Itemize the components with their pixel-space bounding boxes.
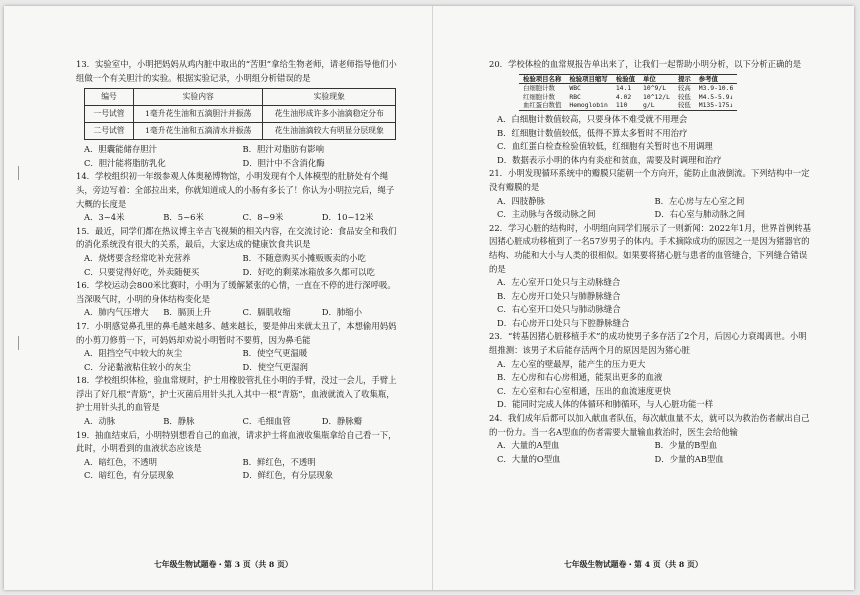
question-20 — [489, 58, 812, 167]
options — [489, 276, 812, 330]
table-header: 实验现象 — [263, 89, 396, 106]
option-c: C．膈肌收缩 — [242, 307, 291, 318]
options — [76, 252, 401, 279]
table-cell: 二号试管 — [85, 123, 134, 140]
option-a: A．动脉 — [84, 416, 116, 427]
option-a: A．四肢静脉 — [497, 195, 545, 206]
options — [489, 195, 812, 222]
question-21 — [489, 167, 812, 221]
option-b: B．膈顶上升 — [163, 307, 212, 318]
table-cell: 10^12/L — [643, 92, 670, 101]
question-18 — [76, 374, 401, 428]
question-stem: 17．小明感觉鼻孔里的鼻毛越来越多、越来越长，要是伸出来就太丑了，本想偷用妈妈的小剪刀修剪一下，可妈妈却劝说小明暂时不要剪，因为鼻毛能 — [76, 320, 397, 345]
option-b: B．使空气更温暖 — [242, 348, 308, 359]
table-header: 单位 — [639, 74, 674, 84]
option-d: D．右心房开口处只与下腔静脉缝合 — [497, 317, 630, 328]
table-header: 提示 — [674, 74, 695, 84]
question-23 — [489, 330, 812, 412]
option-b: B．少量的B型血 — [654, 440, 718, 451]
exam-sheet — [4, 6, 854, 590]
question-stem: 13．实验室中，小明把妈妈从鸡内脏中取出的“苦胆”拿给生物老师，请老师指导他们小组做一个有关胆汁的实验。根据实验记录，小明组分析错误的是 — [76, 59, 397, 83]
table-cell: 血红蛋白数值 — [519, 101, 565, 110]
options — [489, 113, 812, 167]
table-row — [85, 123, 396, 140]
table-header: 检验项目名称 — [519, 74, 565, 84]
question-22 — [489, 222, 812, 331]
experiment-table — [84, 88, 396, 140]
option-c: C．右心室开口处只与肺动脉缝合 — [497, 304, 621, 315]
table-cell: M3.9-10.6 — [698, 84, 734, 93]
option-b: B．左心房开口处只与肺静脉缝合 — [497, 290, 621, 301]
table-cell: 花生油形成许多小油滴稳定分布 — [263, 106, 396, 123]
question-stem: 19．抽血结束后，小明特别想看自己的血液，请求护士将血液收集瓶拿给自己看一下，此时，小明看到的血液状态应该是 — [76, 429, 397, 454]
option-d: D．鲜红色，有分层现象 — [242, 470, 333, 481]
question-16 — [76, 279, 401, 320]
option-a: A．烧烤要含经常吃补充营养 — [84, 252, 191, 263]
table-header: 检验值 — [612, 74, 639, 84]
blood-report-table — [519, 74, 737, 111]
option-c: C．左心室和右心室相通，压出的血流速度更快 — [497, 385, 671, 396]
option-a: A．左心室开口处只与主动脉缝合 — [497, 277, 621, 288]
option-b: B．红细胞计数值较低，低得不算太多暂时不用治疗 — [497, 127, 688, 138]
option-b: B．胆汁对脂肪有影响 — [242, 144, 325, 155]
question-stem: 14．学校组织初一年级参观人体奥秘博物馆，小明发现有个人体模型的肚脐处有个绳头，旁边写着：全部拉出来，你就知道成人的小肠有多长了！你认为小明拉完后，绳子大概的长度是 — [76, 171, 395, 209]
option-a: A．阻挡空气中较大的灰尘 — [84, 348, 183, 359]
option-d: D．胆汁中不含消化酶 — [242, 157, 325, 168]
options — [76, 456, 401, 483]
question-24 — [489, 412, 812, 466]
table-header: 实验内容 — [134, 89, 263, 106]
table-cell: 1毫升花生油和五滴清水并振荡 — [134, 123, 263, 140]
option-c: C．暗红色，有分层现象 — [84, 470, 175, 481]
question-17 — [76, 320, 401, 374]
question-19 — [76, 429, 401, 483]
option-c: C．血红蛋白检查检验值较低，红细胞有关暂时也不用调理 — [497, 141, 713, 152]
option-b: B．鲜红色，不透明 — [242, 456, 316, 467]
question-15 — [76, 225, 401, 279]
question-stem: 20．学校体检的血常规报告单出来了，让我们一起帮助小明分析，以下分析正确的是 — [489, 59, 802, 69]
page-fold-line — [432, 6, 433, 590]
right-page-column — [489, 58, 812, 466]
options — [76, 347, 401, 374]
option-d: D．好吃的剩菜冰箱放多久都可以吃 — [242, 266, 375, 277]
table-cell: WBC — [569, 84, 581, 93]
option-c: C．主动脉与各级动脉之间 — [497, 209, 596, 220]
option-c: C．大量的O型血 — [497, 453, 561, 464]
option-a: A．胆囊能储存胆汁 — [84, 144, 158, 155]
option-d: D．使空气更湿润 — [242, 361, 308, 372]
option-a: A．3~4米 — [84, 212, 125, 223]
page-footer-right: 七年级生物试题卷・第 4 页（共 8 页） — [564, 560, 703, 569]
table-cell: 4.02 — [615, 92, 632, 101]
option-d: D．能同时完成人体的体循环和肺循环，与人心脏功能一样 — [497, 399, 714, 410]
option-d: D．少量的AB型血 — [654, 453, 724, 464]
table-row — [519, 101, 737, 110]
options — [76, 211, 401, 225]
option-c: C．分泌黏液粘住较小的灰尘 — [84, 361, 191, 372]
table-cell: 白细胞计数 — [523, 84, 555, 93]
option-b: B．左心房与左心室之间 — [654, 195, 745, 206]
option-d: D．10~12米 — [321, 212, 374, 223]
table-cell: 10^9/L — [643, 84, 667, 93]
table-cell: 14.1 — [615, 84, 632, 93]
table-header: 编号 — [85, 89, 134, 106]
table-row — [519, 84, 737, 93]
table-cell: 1毫升花生油和五滴胆汁并振荡 — [134, 106, 263, 123]
table-cell: 110 — [612, 101, 639, 110]
table-cell: RBC — [569, 92, 581, 101]
table-header: 参考值 — [695, 74, 738, 84]
question-13 — [76, 58, 401, 170]
option-a: A．大量的A型血 — [497, 440, 560, 451]
options — [489, 358, 812, 412]
question-stem: 23．“转基因猪心脏移植手术”的成功使男子多存活了2个月，后因心力衰竭离世。小明组推测：该男子术后能存活两个月的原因是因为猪心脏 — [489, 331, 807, 356]
option-a: A．白细胞计数值较高，只要身体不难受就不用理会 — [497, 113, 688, 124]
table-cell: M135-175↓ — [695, 101, 738, 110]
option-c: C．胆汁能将脂肪乳化 — [84, 157, 166, 168]
table-cell: M4.5-5.9↓ — [698, 92, 734, 101]
table-cell: 较低 — [677, 92, 691, 101]
table-cell: 较低 — [674, 101, 695, 110]
table-header: 检验项目缩写 — [565, 74, 611, 84]
option-b: B．左心房和右心房相通，能泵出更多的血液 — [497, 372, 663, 383]
table-cell: 花生油油滴较大有明显分层现象 — [263, 123, 396, 140]
question-stem: 24．我们成年后都可以加入献血者队伍，每次献血量不太，就可以为救治伤者献出自己的一份力。当一名A型血的伤者需要大量输血救治时，医生会给他输 — [489, 413, 810, 437]
option-a: A．左心室的壁最厚，能产生的压力更大 — [497, 358, 646, 369]
options — [76, 415, 401, 429]
option-a: A．肺内气压增大 — [84, 307, 149, 318]
table-cell: 一号试管 — [85, 106, 134, 123]
question-stem: 16．学校运动会800米比赛时，小明为了缓解紧张的心情，一直在不停的进行深呼吸。当深吸气时，小明的身体结构变化是 — [76, 280, 396, 304]
option-d: D．数据表示小明的体内有炎症和贫血，需要及时调理和治疗 — [497, 154, 722, 165]
table-cell: 红细胞计数 — [523, 92, 555, 101]
table-row — [85, 106, 396, 123]
option-c: C．毛细血管 — [242, 416, 291, 427]
option-b: B．5~6米 — [163, 212, 204, 223]
table-cell: 较高 — [677, 84, 691, 93]
option-a: A．暗红色，不透明 — [84, 456, 158, 467]
margin-tick — [18, 166, 19, 180]
option-c: C．8~9米 — [242, 212, 284, 223]
option-c: C．只要觉得好吃，外卖随便买 — [84, 266, 200, 277]
question-stem: 22．学习心脏的结构时，小明组向同学们展示了一则新闻：2022年1月，世界首例转基因猪心脏成功移植到了一名57岁男子的体内。手术摘除成功的原因之一是因为猪器官的结构、功能和大小与人类的很相似。如果要将猪心脏与患者的血管缝合，下列缝合错误的是 — [489, 222, 812, 274]
option-d: D．静脉瓣 — [321, 416, 362, 427]
options — [489, 439, 812, 466]
margin-tick — [18, 336, 19, 350]
table-cell: Hemoglobin — [565, 101, 611, 110]
options — [76, 143, 401, 170]
option-b: B．不随意购买小摊贩贩卖的小吃 — [242, 252, 366, 263]
table-cell: g/L — [639, 101, 674, 110]
question-stem: 21．小明发现循环系统中的瓣膜只能朝一个方向开，能防止血液倒流。下列结构中一定没有瓣膜的是 — [489, 168, 810, 192]
option-d: D．肺缩小 — [321, 307, 362, 318]
question-14 — [76, 170, 401, 224]
left-page-column — [76, 58, 401, 483]
option-b: B．静脉 — [163, 416, 195, 427]
option-d: D．右心室与肺动脉之间 — [654, 209, 745, 220]
question-stem: 15．最近，同学们都在热议博主辛吉飞视频的相关内容，在交流讨论：食品安全和我们的消化系统没有很大的关系，最后，大家达成的健康饮食共识是 — [76, 225, 397, 250]
page-footer-left: 七年级生物试题卷・第 3 页（共 8 页） — [154, 560, 293, 569]
question-stem: 18．学校组织体检，验血常规时，护士用橡胶管扎住小明的手臂，没过一会儿，手臂上浮出了好几根“青筋”，护士灭菌后用针头扎入其中一根“青筋”，血液就流入了收集瓶，护士用针头扎的血管是 — [76, 375, 397, 413]
options — [76, 306, 401, 320]
